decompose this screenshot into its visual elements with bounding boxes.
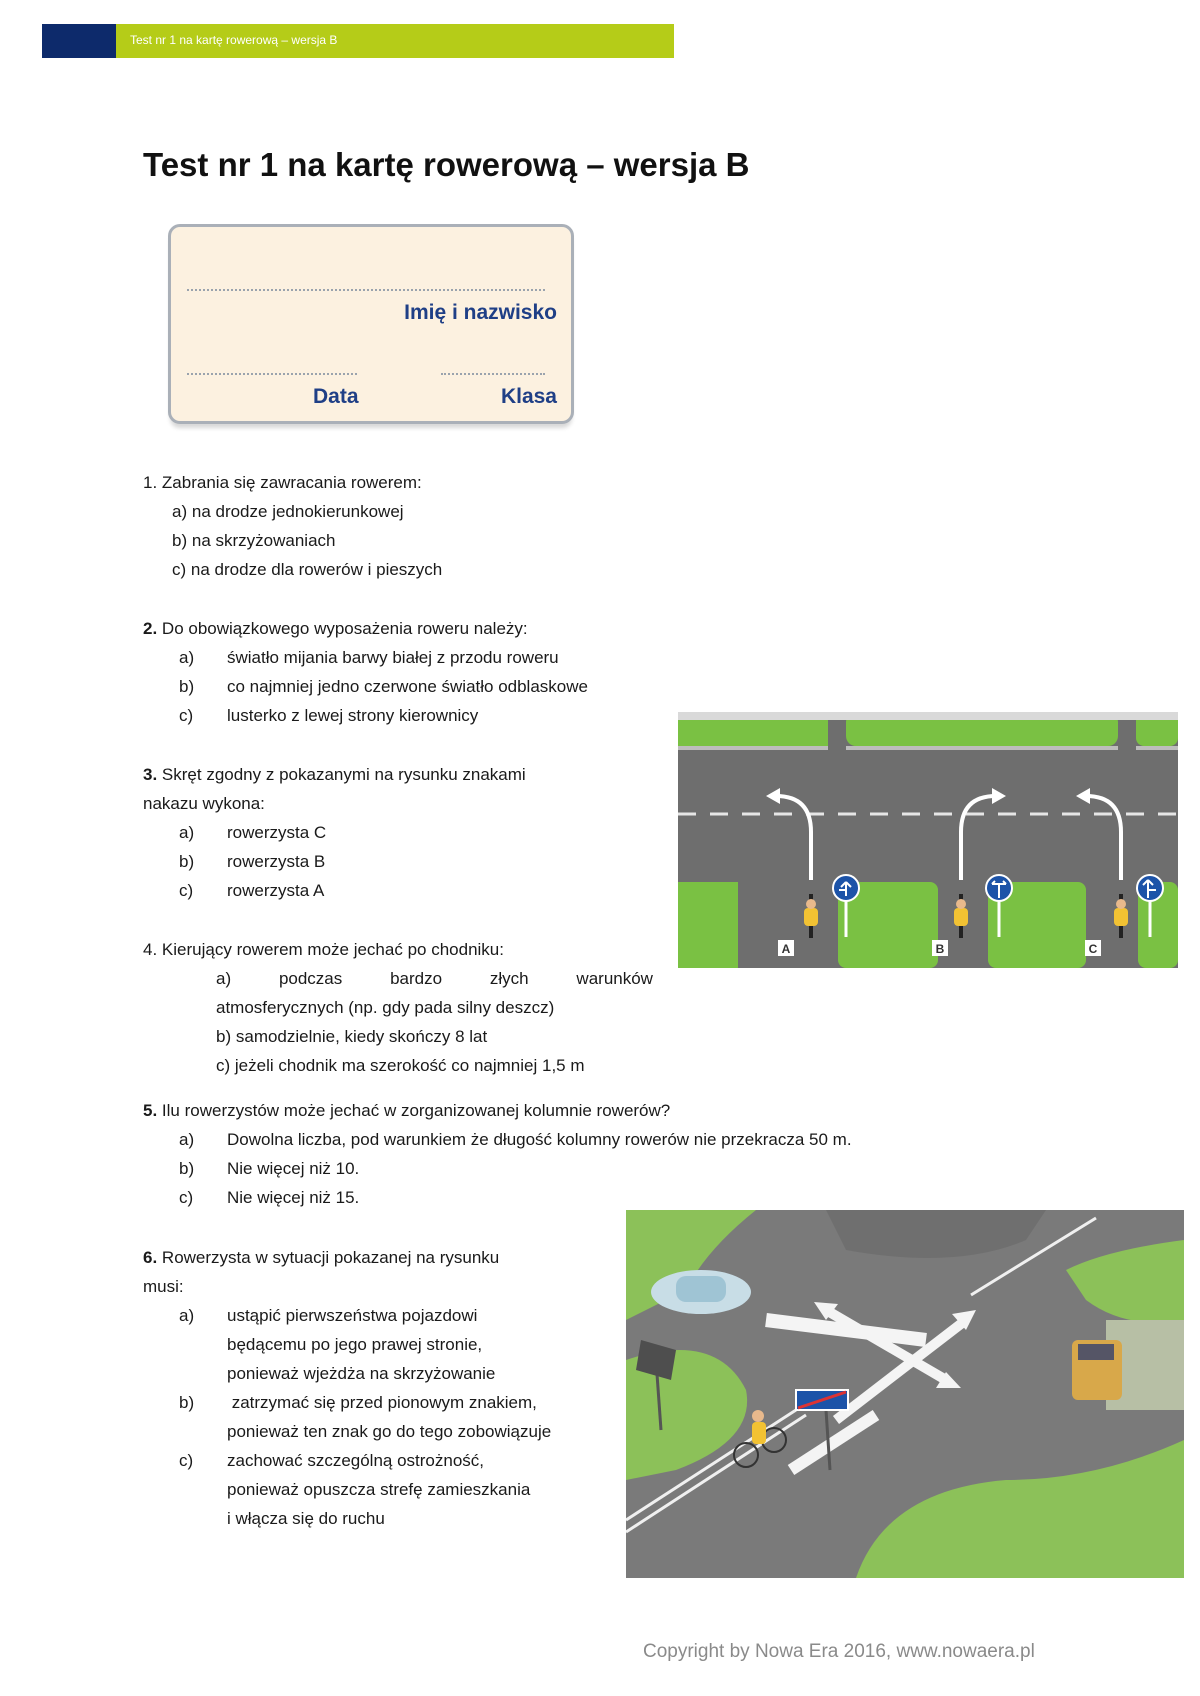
class-dotted-line — [441, 373, 545, 375]
option-letter: c) — [216, 1056, 231, 1075]
answer-option[interactable] — [143, 526, 442, 555]
answer-option[interactable] — [143, 701, 588, 730]
option-text: samodzielnie, kiedy skończy 8 lat — [235, 1027, 488, 1046]
option-text: ponieważ ten znak go do tego zobowiązuje — [227, 1422, 552, 1441]
answer-option[interactable] — [143, 818, 526, 847]
answer-option[interactable] — [143, 847, 526, 876]
question-6 — [143, 1243, 551, 1533]
option-text: zatrzymać się przed pionowym znakiem, — [227, 1393, 537, 1412]
footer-copyright: Copyright by Nowa Era 2016, www.nowaera.pl — [643, 1641, 1035, 1662]
running-title: Test nr 1 na kartę rowerową – wersja B — [130, 33, 338, 47]
option-text: rowerzysta A — [227, 881, 325, 900]
question-text: Kierujący rowerem może jechać po chodniku: — [161, 940, 504, 959]
name-label: Imię i nazwisko — [404, 301, 557, 324]
question-number: 4. — [143, 940, 158, 959]
answer-option[interactable] — [143, 1388, 551, 1446]
option-letter: a) — [179, 1306, 195, 1325]
cyclist-label-c: C — [1088, 942, 1098, 956]
figure-intersection-scene — [626, 1210, 1184, 1578]
header-bar-blue — [42, 24, 116, 58]
option-text: na drodze dla rowerów i pieszych — [190, 560, 443, 579]
option-word: warunków — [576, 969, 653, 988]
option-text: co najmniej jedno czerwone światło odblaskowe — [227, 677, 588, 696]
option-letter: b) — [216, 1027, 232, 1046]
option-letter: c) — [172, 560, 187, 579]
option-text: będącemu po jego prawej stronie, — [227, 1335, 483, 1354]
answer-option[interactable] — [143, 1183, 852, 1212]
option-letter: a) — [172, 502, 188, 521]
question-text-continued: musi: — [143, 1277, 184, 1296]
option-letter: c) — [179, 1188, 194, 1207]
option-letter: c) — [179, 1451, 194, 1470]
question-text: Do obowiązkowego wyposażenia roweru należy: — [161, 619, 528, 638]
option-text: ponieważ wjeżdża na skrzyżowanie — [227, 1364, 496, 1383]
option-word: bardzo — [390, 969, 443, 988]
date-dotted-line — [187, 373, 357, 375]
option-text: i włącza się do ruchu — [227, 1509, 385, 1528]
option-word: złych — [489, 969, 529, 988]
answer-option[interactable] — [143, 1051, 653, 1080]
question-4 — [143, 935, 653, 1080]
question-3 — [143, 760, 526, 905]
option-text: Nie więcej niż 15. — [227, 1188, 360, 1207]
option-text: ponieważ opuszcza strefę zamieszkania — [227, 1480, 531, 1499]
question-number: 3. — [143, 765, 158, 784]
page-title: Test nr 1 na kartę rowerową – wersja B — [143, 146, 750, 183]
car-icon — [651, 1270, 751, 1314]
answer-option[interactable] — [143, 1301, 551, 1388]
question-text: Zabrania się zawracania rowerem: — [161, 473, 422, 492]
answer-option[interactable] — [143, 555, 442, 584]
option-text: na drodze jednokierunkowej — [191, 502, 404, 521]
option-text: rowerzysta B — [227, 852, 326, 871]
option-letter: a) — [179, 648, 195, 667]
option-text: zachować szczególną ostrożność, — [227, 1451, 485, 1470]
answer-option[interactable] — [143, 672, 588, 701]
option-text: ustąpić pierwszeństwa pojazdowi — [227, 1306, 478, 1325]
answer-option[interactable] — [143, 643, 588, 672]
option-letter: b) — [179, 852, 195, 871]
option-justified-line — [216, 964, 653, 993]
question-text: Ilu rowerzystów może jechać w zorganizowanej kolumnie rowerów? — [161, 1101, 671, 1120]
option-letter: c) — [179, 881, 194, 900]
option-letter: a) — [179, 823, 195, 842]
grass-block — [678, 882, 738, 968]
option-letter: b) — [172, 531, 188, 550]
option-letter: b) — [179, 1393, 195, 1412]
student-info-box — [168, 224, 574, 424]
answer-option[interactable] — [143, 1154, 852, 1183]
sign-straight-or-right-icon — [1137, 875, 1163, 901]
option-letter: a) — [179, 1130, 195, 1149]
question-text: Rowerzysta w sytuacji pokazanej na rysunku — [161, 1248, 500, 1267]
question-number: 1. — [143, 473, 158, 492]
option-letter: c) — [179, 706, 194, 725]
option-text: na skrzyżowaniach — [191, 531, 336, 550]
option-letter: a) — [216, 969, 232, 988]
question-2 — [143, 614, 588, 730]
question-number: 6. — [143, 1248, 158, 1267]
option-letter: b) — [179, 1159, 195, 1178]
question-number: 5. — [143, 1101, 158, 1120]
question-text-continued: nakazu wykona: — [143, 794, 265, 813]
question-number: 2. — [143, 619, 158, 638]
option-word: podczas — [278, 969, 343, 988]
option-letter: b) — [179, 677, 195, 696]
option-text: jeżeli chodnik ma szerokość co najmniej 1,5 m — [234, 1056, 585, 1075]
answer-option[interactable] — [143, 1446, 551, 1533]
option-text: Nie więcej niż 10. — [227, 1159, 360, 1178]
option-text: atmosferycznych (np. gdy pada silny deszcz) — [216, 998, 555, 1017]
option-text: rowerzysta C — [227, 823, 327, 842]
option-text: światło mijania barwy białej z przodu roweru — [227, 648, 559, 667]
option-text: lusterko z lewej strony kierownicy — [227, 706, 479, 725]
answer-option[interactable] — [143, 497, 442, 526]
cyclist-label-b: B — [935, 942, 945, 956]
answer-option[interactable] — [143, 964, 653, 1022]
figure-turn-signs — [678, 712, 1178, 968]
option-text: Dowolna liczba, pod warunkiem że długość kolumny rowerów nie przekracza 50 m. — [227, 1130, 852, 1149]
answer-option[interactable] — [143, 876, 526, 905]
class-label: Klasa — [500, 385, 557, 408]
question-1 — [143, 468, 442, 584]
date-label: Data — [313, 385, 359, 408]
name-dotted-line — [187, 289, 545, 291]
question-text: Skręt zgodny z pokazanymi na rysunku znakami — [161, 765, 526, 784]
answer-option[interactable] — [143, 1125, 852, 1154]
question-5 — [143, 1096, 852, 1212]
answer-option[interactable] — [143, 1022, 653, 1051]
cyclist-label-a: A — [781, 942, 791, 956]
